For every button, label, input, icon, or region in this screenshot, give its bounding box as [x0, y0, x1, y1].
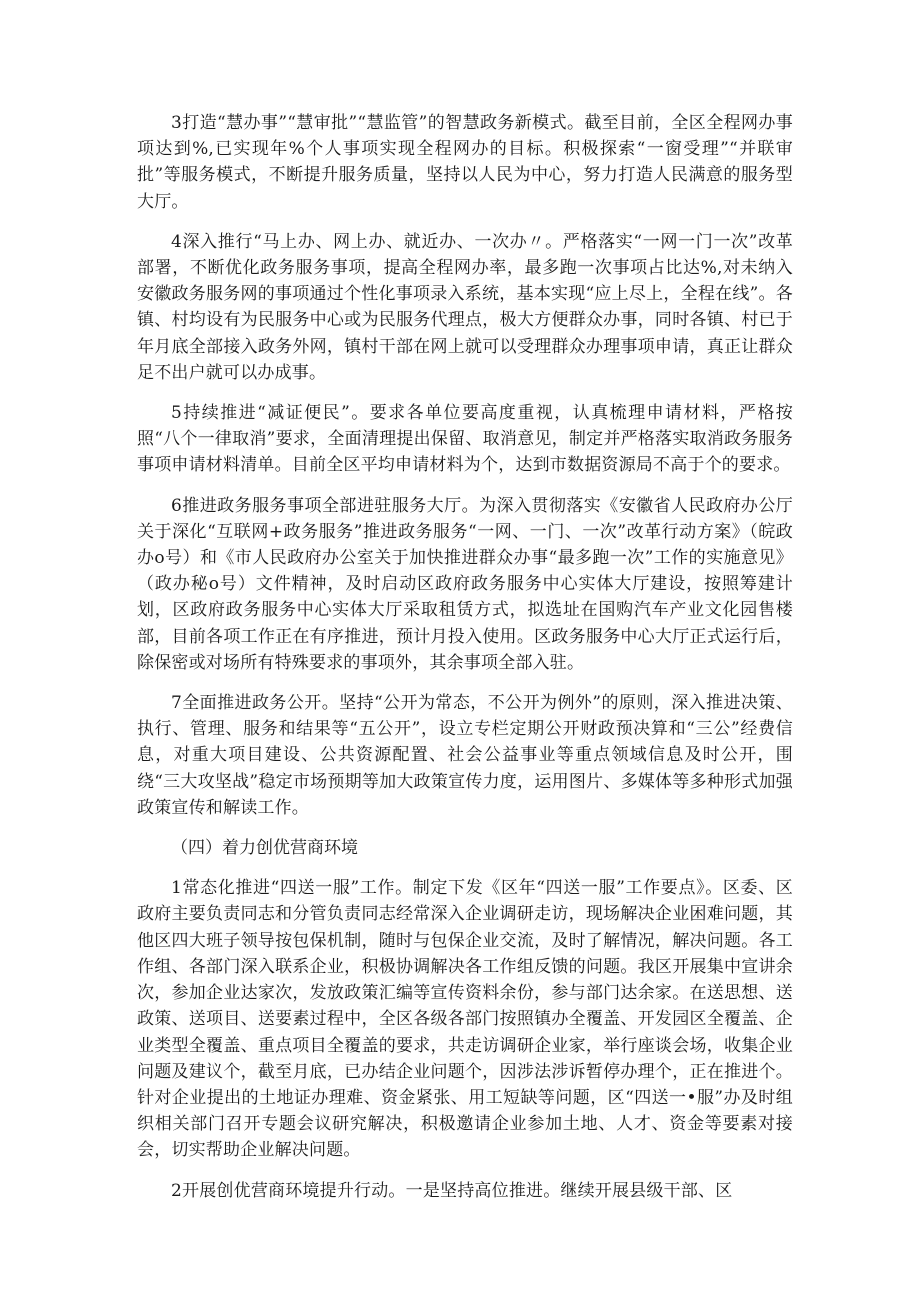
paragraph-7-government-disclosure: 7全面推进政务公开。坚持“公开为常态，不公开为例外”的原则，深入推进决策、执行、管理、服务和结果等“五公开”，设立专栏定期公开财政预决算和“三公”经费信息，对重大项目建设、公共资源配置、社会公益事业等重点领域信息及时公开，围绕“三大攻坚战”稳定市场预期等加大政策宣传力度，运用图片、多媒体等多种形式加强政策宣传和解读工作。	[137, 693, 793, 818]
paragraph-5-reduce-certificates: 5持续推进“减证便民”。要求各单位要高度重视，认真梳理申请材料，严格按照“八个一律取消”要求，全面清理提出保留、取消意见，制定并严格落实取消政务服务事项申请材料清单。目前全区平均申请材料为个，达到市数据资源局不高于个的要求。	[137, 403, 793, 476]
paragraph-4-one-stop-service: 4深入推行“马上办、网上办、就近办、一次办〃。严格落实“一网一门一次”改革部署，不断优化政务服务事项，提高全程网办率，最多跑一次事项占比达%,对未纳入安徽政务服务网的事项通过个性化事项录入系统，基本实现“应上尽上，全程在线”。各镇、村均设有为民服务中心或为民服务代理点，极大方便群众办事，同时各镇、村已于年月底全部接入政务外网，镇村干部在网上就可以受理群众办理事项申请，真正让群众足不出户就可以办成事。	[137, 231, 793, 383]
section-heading: （四）着力创优营商环境	[171, 838, 358, 859]
paragraph-1-four-sends-one-service: 1常态化推进“四送一服”工作。制定下发《区年“四送一服”工作要点》。区委、区政府主要负责同志和分管负责同志经常深入企业调研走访，现场解决企业困难问题，其他区四大班子领导按包保机制，随时与包保企业交流，及时了解情况，解决问题。各工作组、各部门深入联系企业，积极协调解决各工作组反馈的问题。我区开展集中宣讲余次，参加企业达家次，发放政策汇编等宣传资料余份，参与部门达余家。在送思想、送政策、送项目、送要素过程中，全区各级各部门按照镇办全覆盖、开发园区全覆盖、企业类型全覆盖、重点项目全覆盖的要求，共走访调研企业家，举行座谈会场，收集企业问题及建议个，截至月底，已办结企业问题个，因涉法涉诉暂停办理个，正在推进个。针对企业提出的土地证办理难、资金紧张、用工短缺等问题，区“四送一•服”办及时组织相关部门召开专题会议研究解决，积极邀请企业参加土地、人才、资金等要素对接会，切实帮助企业解决问题。	[137, 878, 793, 1161]
paragraph-6-service-hall: 6推进政务服务事项全部进驻服务大厅。为深入贯彻落实《安徽省人民政府办公厅关于深化“互联网+政务服务”推进政务服务“一网、一门、一次”改革行动方案》（皖政办ο号）和《市人民政府办公室关于加快推进群众办事“最多跑一次”工作的实施意见》（政办秘ο号）文件精神，及时启动区政府政务服务中心实体大厅建设，按照筹建计划，区政府政务服务中心实体大厅采取租赁方式，拟选址在国购汽车产业文化园售楼部，目前各项工作正在有序推进，预计月投入使用。区政务服务中心大厅正式运行后，除保密或对场所有特殊要求的事项外，其余事项全部入驻。	[137, 495, 793, 673]
paragraph-2-business-environment: 2开展创优营商环境提升行动。一是坚持高位推进。继续开展县级干部、区	[171, 1180, 733, 1201]
paragraph-3-smart-government: 3打造“慧办事”“慧审批”“慧监管”的智慧政务新模式。截至目前，全区全程网办事项达到%,已实现年%个人事项实现全程网办的目标。积极探索“一窗受理”“并联审批”等服务模式，不断提升服务质量，坚持以人民为中心，努力打造人民满意的服务型大厅。	[137, 113, 793, 212]
document-page	[137, 110, 793, 1218]
